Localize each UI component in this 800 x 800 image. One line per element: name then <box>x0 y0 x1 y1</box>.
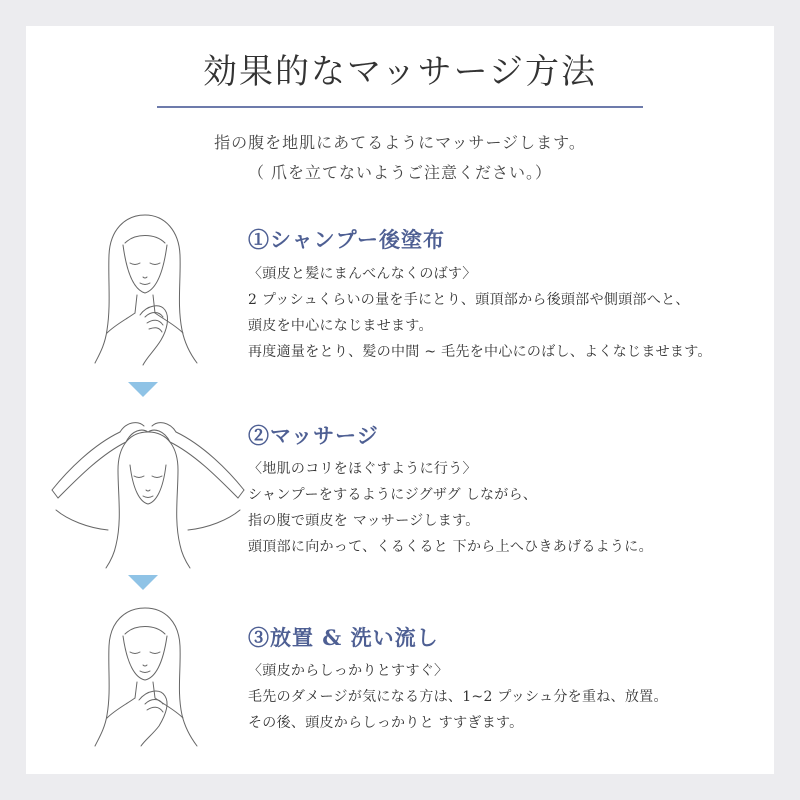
step-3-line-3: その後、頭皮からしっかりと すすぎます。 <box>248 715 524 731</box>
down-arrow-icon <box>128 575 158 591</box>
intro-line-1: 指の腹を地肌にあてるようにマッサージします。 <box>214 133 586 152</box>
title-underline <box>157 106 643 108</box>
page-title: 効果的なマッサージ方法 <box>203 52 597 92</box>
step-2-line-1: 〈地肌のコリをほぐすように行う〉 <box>248 461 477 477</box>
step-3-line-1: 〈頭皮からしっかりとすすぐ〉 <box>248 663 449 679</box>
step-2-heading: ②マッサージ <box>248 423 379 448</box>
step-1-heading: ①シャンプー後塗布 <box>248 227 445 252</box>
head-massage-illustration <box>48 410 248 570</box>
woman-applying-illustration <box>85 205 205 370</box>
step-1-line-1: 〈頭皮と髪にまんべんなくのばす〉 <box>248 266 477 282</box>
woman-rinsing-illustration <box>85 600 205 750</box>
step-2-line-4: 頭頂部に向かって、くるくると 下から上へひきあげるように。 <box>248 539 653 555</box>
step-2-line-3: 指の腹で頭皮を マッサージします。 <box>248 513 480 529</box>
step-1-line-2: 2 プッシュくらいの量を手にとり、頭頂部から後頭部や側頭部へと、 <box>248 292 690 308</box>
step-3-heading: ③放置 & 洗い流し <box>248 625 439 650</box>
step-3-line-2: 毛先のダメージが気になる方は、1~2 プッシュ分を重ね、放置。 <box>248 689 668 705</box>
step-1-line-3: 頭皮を中心になじませます。 <box>248 318 433 334</box>
down-arrow-icon <box>128 382 158 398</box>
step-1-line-4: 再度適量をとり、髪の中間 ~ 毛先を中心にのばし、よくなじませます。 <box>248 344 712 360</box>
step-2-line-2: シャンプーをするようにジグザグ しながら、 <box>248 487 538 503</box>
intro-line-2: （ 爪を立てないようご注意ください。） <box>247 163 553 182</box>
